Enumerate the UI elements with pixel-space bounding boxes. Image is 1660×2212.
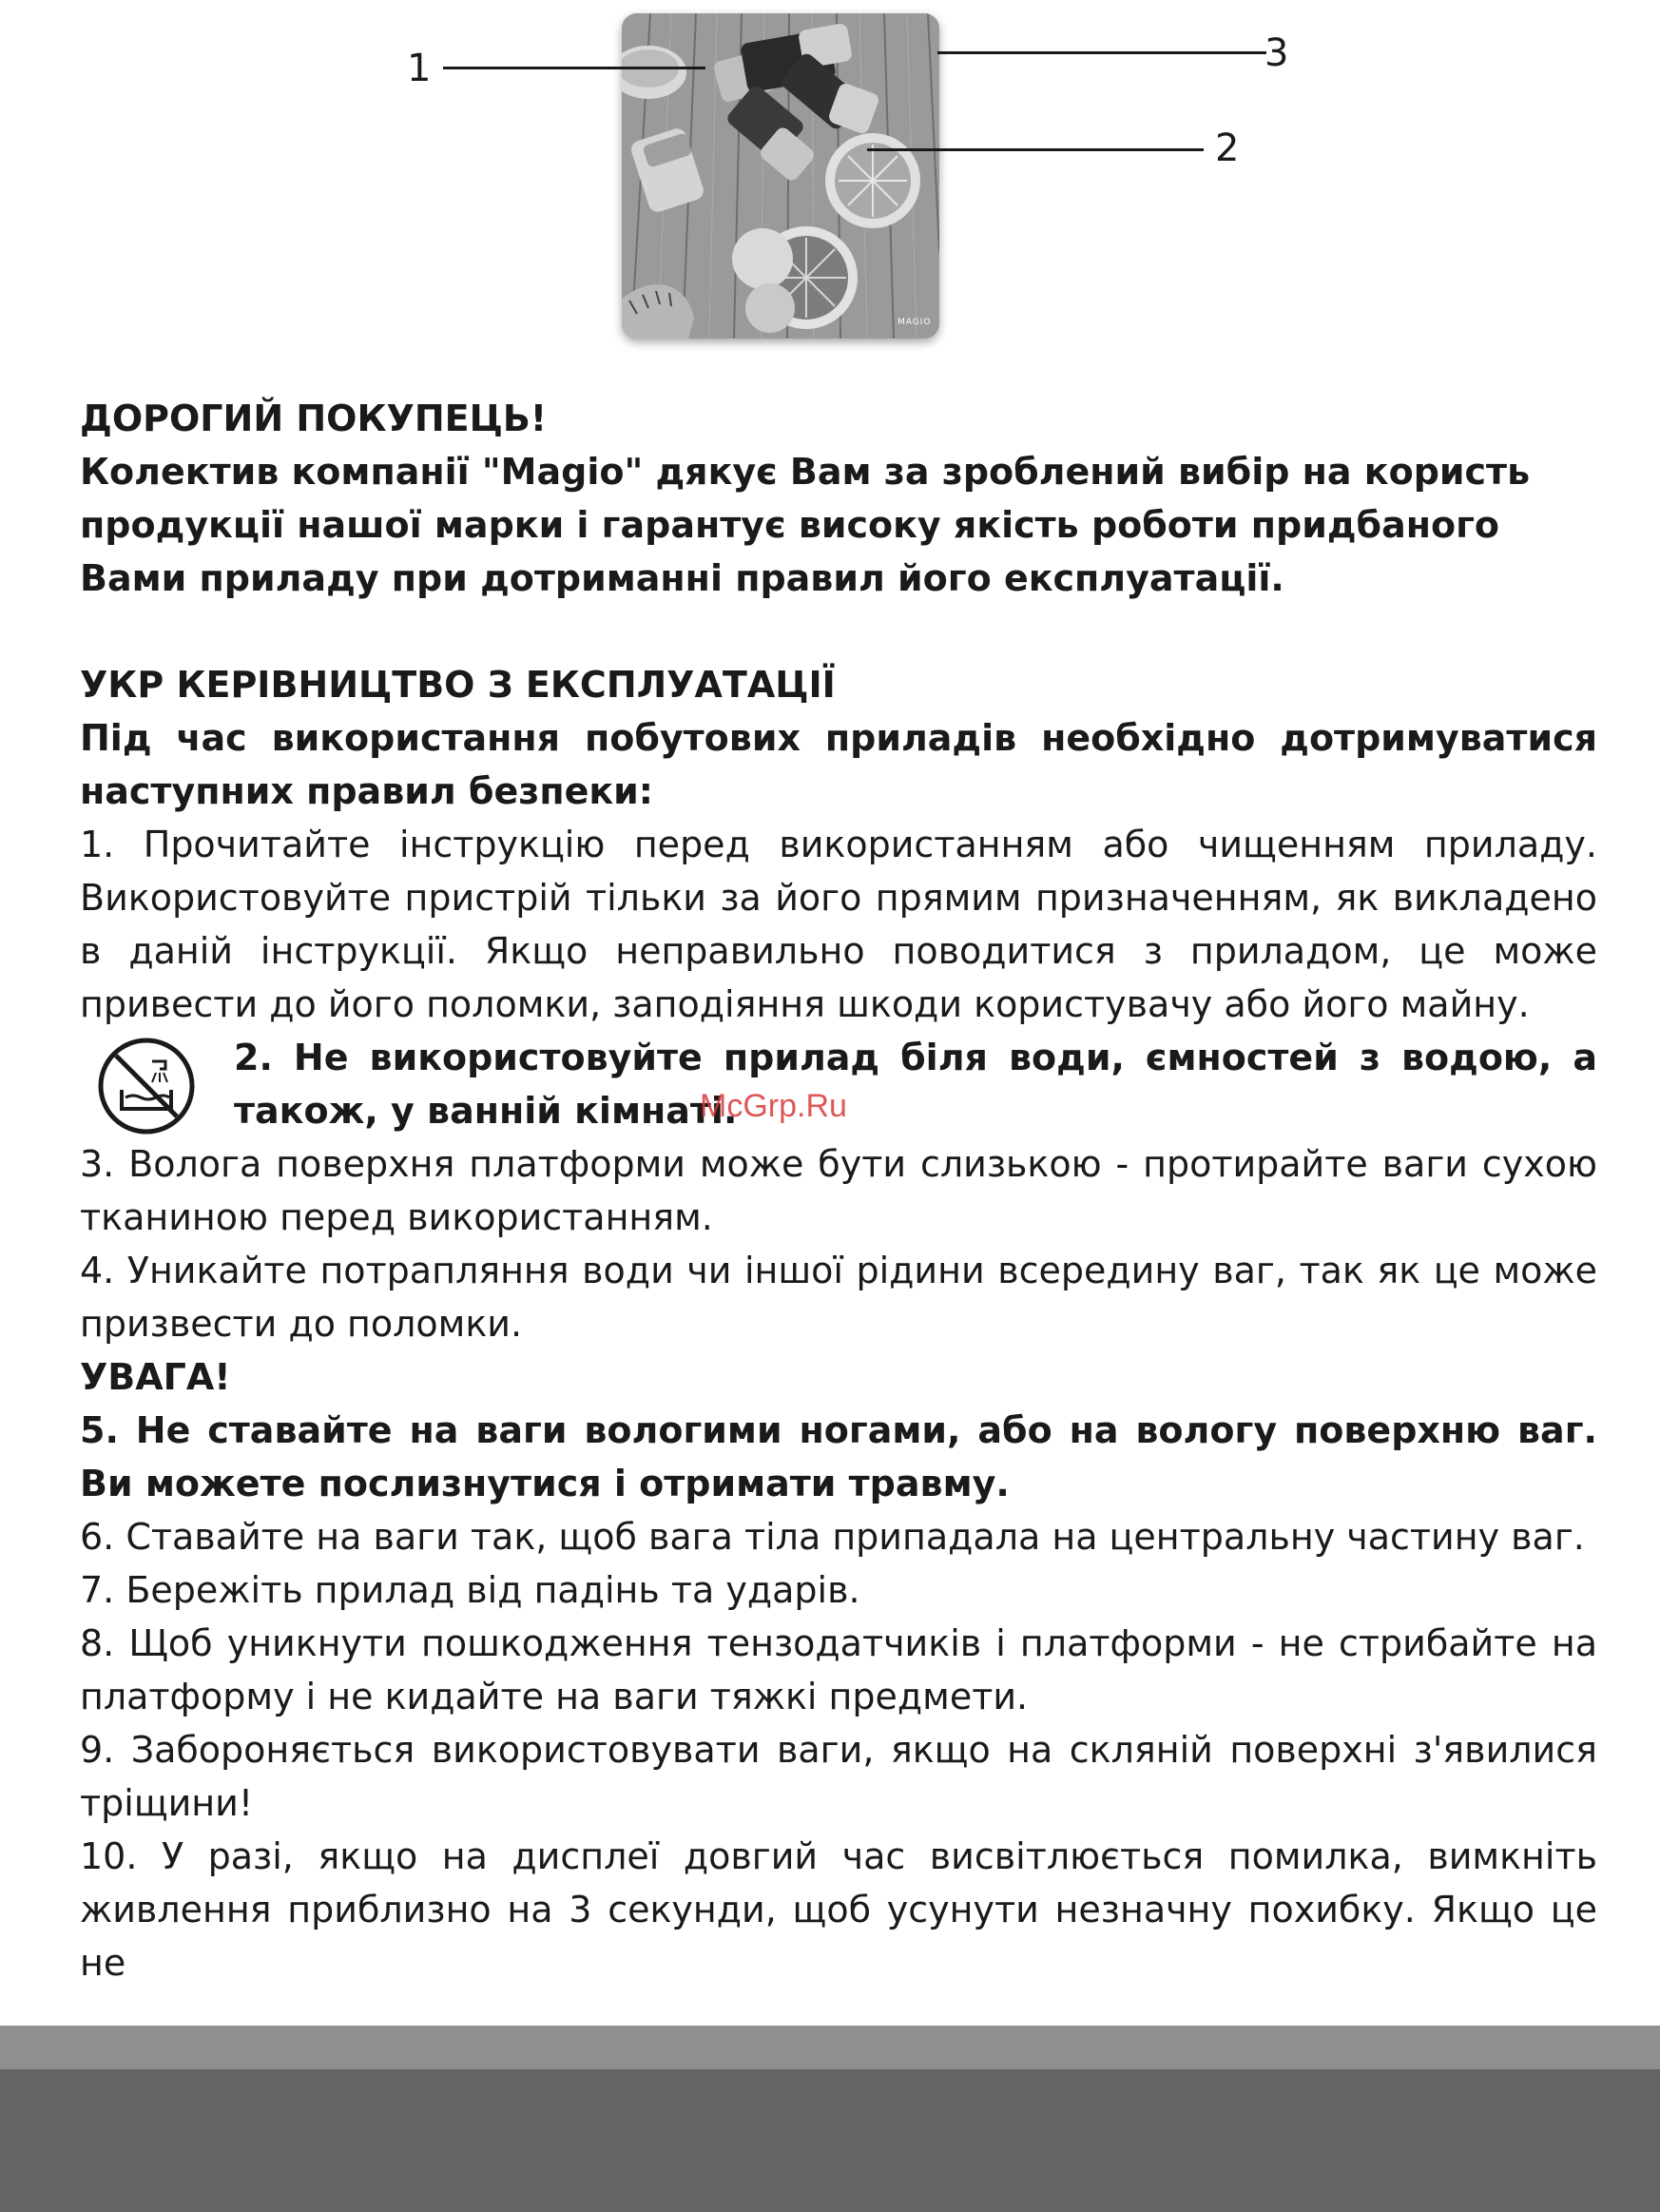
- rule-6: 6. Ставайте на ваги так, щоб вага тіла припадала на центральну частину ваг.: [80, 1516, 1585, 1558]
- callout-line-2: [867, 148, 1204, 151]
- document-body: [80, 392, 1597, 1989]
- greeting-line-3: Вами приладу при дотриманні правил його експлуатації.: [80, 557, 1284, 599]
- manual-heading: УКР КЕРІВНИЦТВО З ЕКСПЛУАТАЦІЇ: [80, 664, 836, 706]
- greeting-title: ДОРОГИЙ ПОКУПЕЦЬ!: [80, 398, 548, 439]
- warning-label: УВАГА!: [80, 1356, 231, 1398]
- spacer: [80, 605, 1597, 658]
- rule-5: 5. Не ставайте на ваги вологими ногами, або на вологу поверхню ваг. Ви можете послизнутися і отримати травму.: [80, 1409, 1597, 1504]
- rule-1: 1. Прочитайте інструкцію перед використанням або чищенням приладу. Використовуйте пристрій тільки за його прямим призначенням, як викладено в даній інструкції. Якщо неправильно поводитися з приладом, це може привести до його поломки, заподіяння шкоди користувачу або його майну.: [80, 824, 1597, 1025]
- footer-band-light: [0, 2026, 1660, 2069]
- rule-8: 8. Щоб уникнути пошкодження тензодатчиків і платформи - не стрибайте на платформу і не кидайте на ваги тяжкі предмети.: [80, 1622, 1597, 1717]
- rule-9: 9. Забороняється використовувати ваги, якщо на скляній поверхні з'явилися тріщини!: [80, 1729, 1597, 1824]
- brand-mark: MAGIO: [898, 318, 932, 327]
- callout-1: 1: [407, 47, 432, 90]
- footer-band-dark: [0, 2069, 1660, 2212]
- rule-3: 3. Волога поверхня платформи може бути слизькою - протирайте ваги сухою тканиною перед використанням.: [80, 1143, 1597, 1238]
- callout-line-1: [443, 67, 705, 69]
- scale-illustration: [622, 13, 939, 339]
- rule-2: 2. Не використовуйте прилад біля води, ємностей з водою, а також, у ванній кімнаті.: [234, 1037, 1597, 1132]
- scale-image: [622, 13, 939, 339]
- rule-4: 4. Уникайте потрапляння води чи іншої рідини всередину ваг, так як це може призвести до поломки.: [80, 1250, 1597, 1345]
- callout-2: 2: [1215, 126, 1240, 170]
- greeting-line-1: Колектив компанії "Magio" дякує Вам за зроблений вибір на користь: [80, 451, 1531, 493]
- safety-intro: Під час використання побутових приладів необхідно дотримуватися наступних правил безпеки:: [80, 717, 1597, 812]
- callout-3: 3: [1264, 31, 1289, 75]
- rule-7: 7. Бережіть прилад від падінь та ударів.: [80, 1569, 860, 1611]
- product-figure: [0, 0, 1660, 352]
- rule-10: 10. У разі, якщо на дисплеї довгий час висвітлюється помилка, вимкніть живлення приблизно на 3 секунди, щоб усунути незначну похибку. Якщо це не: [80, 1835, 1597, 1984]
- greeting-line-2: продукції нашої марки і гарантує високу якість роботи придбаного: [80, 504, 1500, 546]
- callout-line-3: [937, 51, 1266, 54]
- watermark: McGrp.Ru: [700, 1088, 847, 1124]
- no-water-icon: [95, 1035, 198, 1137]
